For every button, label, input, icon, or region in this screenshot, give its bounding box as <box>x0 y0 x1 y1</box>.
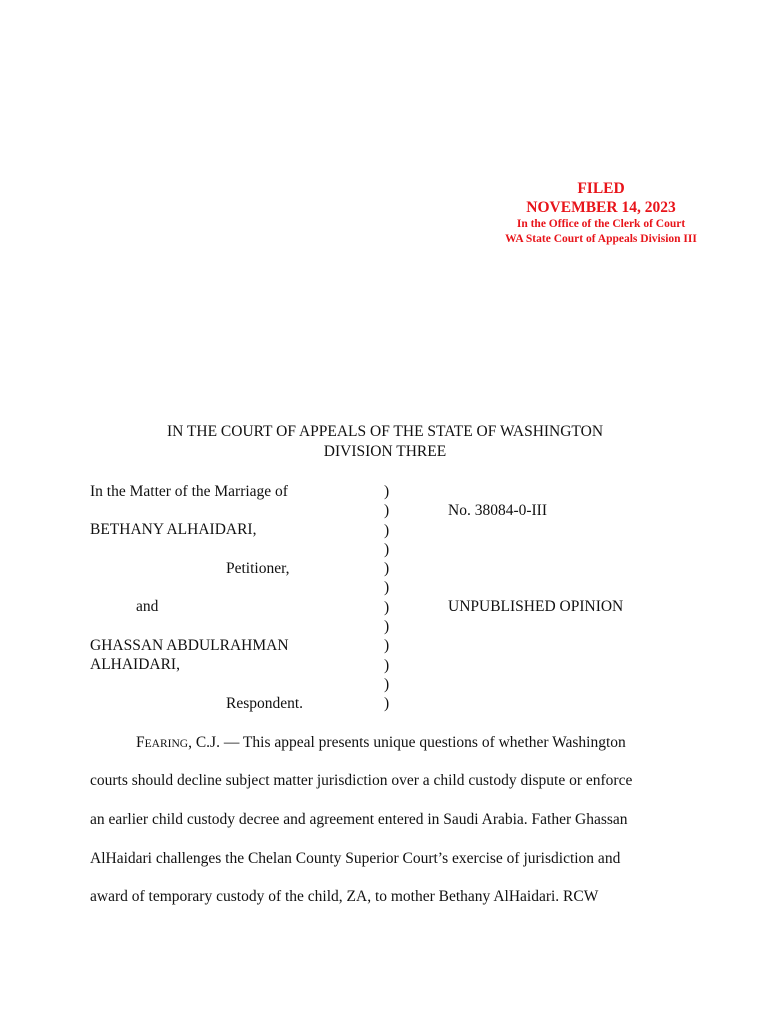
court-division: DIVISION THREE <box>323 443 447 460</box>
caption-matter: In the Matter of the Marriage of <box>90 483 288 500</box>
petitioner-role: Petitioner, <box>226 560 290 577</box>
stamp-filed: FILED <box>577 180 625 197</box>
caption-paren: ) <box>384 540 390 558</box>
author-name-rest: EARING <box>144 738 189 750</box>
caption-paren: ) <box>384 521 390 539</box>
court-heading <box>0 422 770 462</box>
caption-parentheses <box>384 482 389 714</box>
caption-paren: ) <box>384 560 390 578</box>
petitioner-name: BETHANY ALHAIDARI, <box>90 521 257 538</box>
caption-and: and <box>136 598 159 615</box>
stamp-date: NOVEMBER 14, 2023 <box>526 199 676 216</box>
opinion-line-4: AlHaidari challenges the Chelan County Superior Court’s exercise of jurisdiction and <box>90 850 621 867</box>
caption-paren: ) <box>384 675 390 693</box>
opinion-line-1-text: , C.J. — This appeal presents unique questions of whether Washington <box>188 734 626 751</box>
caption-paren: ) <box>384 483 390 500</box>
stamp-office: In the Office of the Clerk of Court <box>516 218 686 230</box>
caption-paren: ) <box>384 618 390 636</box>
case-number: No. 38084-0-III <box>448 502 548 519</box>
opinion-line-2: courts should decline subject matter jurisdiction over a child custody dispute or enforce <box>90 772 633 789</box>
caption-paren: ) <box>384 502 390 520</box>
author-initial: F <box>136 734 145 751</box>
caption-paren: ) <box>384 598 390 616</box>
filing-stamp <box>470 179 732 247</box>
caption-paren: ) <box>384 656 390 674</box>
opinion-line-1 <box>136 733 726 754</box>
opinion-line-3: an earlier child custody decree and agreement entered in Saudi Arabia. Father Ghassan <box>90 811 628 828</box>
stamp-court: WA State Court of Appeals Division III <box>505 233 697 245</box>
respondent-name-line2: ALHAIDARI, <box>90 656 180 673</box>
respondent-name-line1: GHASSAN ABDULRAHMAN <box>90 637 289 654</box>
opinion-line-5: award of temporary custody of the child, ZA, to mother Bethany AlHaidari. RCW <box>90 888 599 905</box>
caption-paren: ) <box>384 579 390 597</box>
caption-paren: ) <box>384 637 390 655</box>
respondent-role: Respondent. <box>226 695 304 712</box>
court-name: IN THE COURT OF APPEALS OF THE STATE OF WASHINGTON <box>166 423 604 440</box>
opinion-type: UNPUBLISHED OPINION <box>448 598 624 615</box>
caption-paren: ) <box>384 695 390 713</box>
